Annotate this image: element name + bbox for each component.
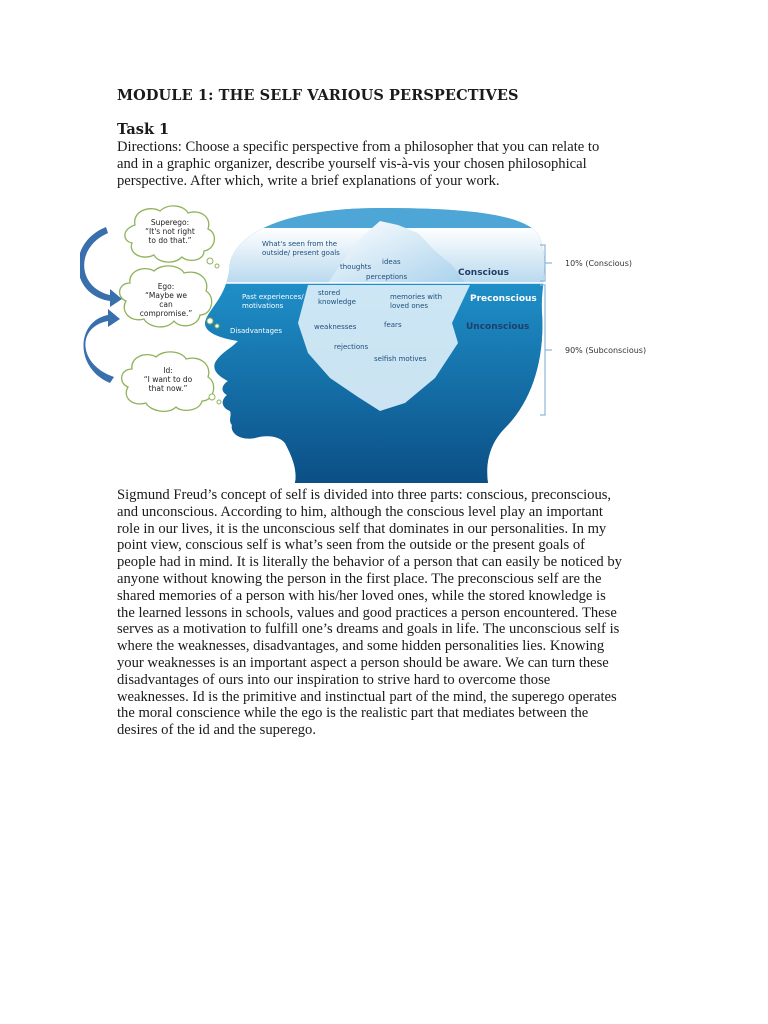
arrow-superego-to-ego-icon xyxy=(80,227,122,307)
label-pct-subconscious: 90% (Subconscious) xyxy=(565,346,647,355)
label-thoughts: thoughts xyxy=(340,263,372,271)
svg-text:Superego:“It's not rightto do: Superego: “It's not right to do that.” xyxy=(145,218,195,245)
label-unconscious: Unconscious xyxy=(466,322,530,332)
diagram-canvas xyxy=(80,203,670,483)
label-conscious: Conscious xyxy=(458,268,509,278)
label-selfish: selfish motives xyxy=(374,355,427,363)
label-perceptions: perceptions xyxy=(366,273,408,281)
body-line: desires of the id and the superego. xyxy=(117,722,316,739)
label-stored: stored knowledge xyxy=(318,289,356,306)
body-line: shared memories of a person with his/her loved ones, while the stored knowledge is xyxy=(117,587,606,604)
body-line: role in our lives, it is the unconscious self that dominates in our personalities. In my xyxy=(117,520,607,537)
label-memories: memories with loved ones xyxy=(390,293,443,310)
cloud-id xyxy=(122,352,221,411)
body-line: your weaknesses is an important aspect a person should be aware. We can turn these xyxy=(117,654,609,671)
freud-iceberg-diagram xyxy=(80,203,670,483)
body-line: Sigmund Freud’s concept of self is divided into three parts: conscious, preconscious, xyxy=(117,487,612,503)
label-seen: What's seen from the outside/ present goals xyxy=(262,240,340,257)
label-preconscious: Preconscious xyxy=(470,294,537,304)
directions-line: perspective. After which, write a brief explanations of your work. xyxy=(117,172,500,189)
body-line: people had in mind. It is literally the behavior of a person that can easily be noticed by xyxy=(117,554,622,571)
cloud-ego xyxy=(120,266,219,328)
task-heading: Task 1 xyxy=(117,121,170,138)
body-line: and unconscious. According to him, although the conscious level play an important xyxy=(117,503,603,520)
cloud-superego xyxy=(125,206,219,268)
label-past: Past experiences/ motivations xyxy=(242,293,304,310)
svg-text:Id:“I want to dothat now.”: Id: “I want to do that now.” xyxy=(143,366,193,393)
page-title: MODULE 1: THE SELF VARIOUS PERSPECTIVES xyxy=(117,87,519,104)
svg-text:Ego:“Maybe wecancompromise.”: Ego: “Maybe we can compromise.” xyxy=(139,282,193,318)
body-line: the learned lessons in schools, values and good practices a person encountered. These xyxy=(117,604,617,621)
body-line: serves as a motivation to fulfill one’s dreams and goals in life. The unconscious self is xyxy=(117,621,620,638)
label-weaknesses: weaknesses xyxy=(314,323,357,331)
directions-paragraph xyxy=(117,139,657,189)
body-line: disadvantages of ours into our inspiration to strive hard to overcome those xyxy=(117,671,551,688)
body-line: the moral conscience while the ego is the realistic part that mediates between the xyxy=(117,705,589,722)
directions-line: and in a graphic organizer, describe yourself vis-à-vis your chosen philosophical xyxy=(117,155,587,172)
body-line: anyone without knowing the person in the first place. The preconscious self are the xyxy=(117,570,602,587)
label-pct-conscious: 10% (Conscious) xyxy=(565,259,633,268)
bracket-subconscious xyxy=(540,285,552,415)
explanation-paragraph xyxy=(117,487,657,739)
label-rejections: rejections xyxy=(334,343,369,351)
body-line: point view, conscious self is what’s seen from the outside or the present goals of xyxy=(117,537,585,554)
body-line: where the weaknesses, disadvantages, and some hidden personalities lies. Knowing xyxy=(117,638,605,655)
label-ideas: ideas xyxy=(382,258,401,266)
label-disadvantages: Disadvantages xyxy=(230,327,283,335)
directions-line: Directions: Choose a specific perspective from a philosopher that you can relate to xyxy=(117,139,600,155)
arrow-id-to-ego-icon xyxy=(84,309,121,383)
body-line: weaknesses. Id is the primitive and instinctual part of the mind, the superego operates xyxy=(117,688,617,705)
label-fears: fears xyxy=(384,321,402,329)
